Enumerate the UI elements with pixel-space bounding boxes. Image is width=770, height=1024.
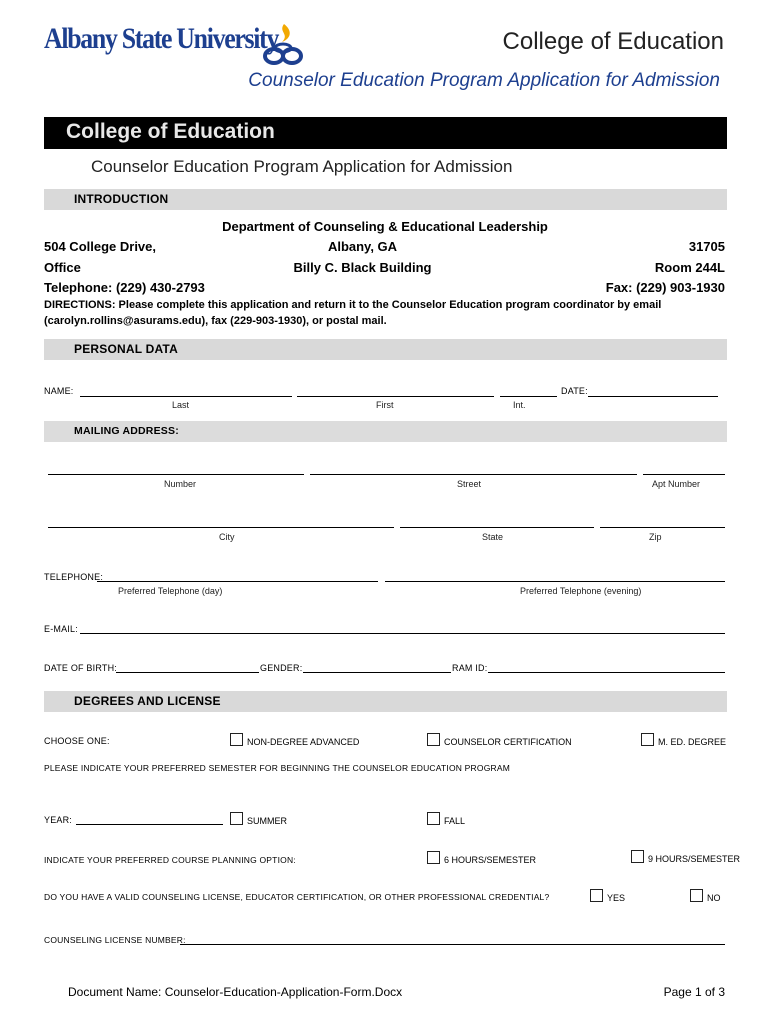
license-number-label: COUNSELING LICENSE NUMBER: bbox=[44, 935, 186, 945]
address-number-field[interactable] bbox=[48, 474, 304, 475]
6-hours-label: 6 HOURS/SEMESTER bbox=[444, 855, 537, 865]
6-hours-checkbox[interactable] bbox=[427, 851, 440, 864]
option-med-degree[interactable] bbox=[641, 733, 726, 747]
telephone-label: TELEPHONE: bbox=[44, 572, 104, 582]
non-degree-label: NON-DEGREE ADVANCED bbox=[247, 737, 360, 747]
logo-flame-icon bbox=[262, 22, 306, 68]
int-caption: Int. bbox=[513, 400, 526, 410]
department-telephone: Telephone: (229) 430-2793 bbox=[44, 280, 205, 295]
address-zip-field[interactable] bbox=[600, 527, 725, 528]
college-banner bbox=[44, 117, 727, 149]
option-summer[interactable] bbox=[230, 812, 287, 826]
university-logo bbox=[44, 22, 304, 74]
semester-prompt: PLEASE INDICATE YOUR PREFERRED SEMESTER FOR BEGINNING THE COUNSELOR EDUCATION PROGRAM bbox=[44, 763, 510, 773]
page-number: Page 1 of 3 bbox=[663, 985, 725, 999]
option-non-degree[interactable] bbox=[230, 733, 359, 747]
section-mailing-address bbox=[44, 421, 727, 442]
address-line1: 504 College Drive, bbox=[44, 239, 156, 254]
date-field[interactable] bbox=[588, 396, 718, 397]
day-phone-caption: Preferred Telephone (day) bbox=[118, 586, 223, 596]
evening-phone-caption: Preferred Telephone (evening) bbox=[520, 586, 642, 596]
year-field[interactable] bbox=[76, 824, 223, 825]
street-caption: Street bbox=[457, 479, 482, 489]
apt-caption: Apt Number bbox=[652, 479, 701, 489]
option-6-hours[interactable] bbox=[427, 851, 536, 865]
fall-checkbox[interactable] bbox=[427, 812, 440, 825]
department-name: Department of Counseling & Educational Leadership bbox=[222, 219, 548, 234]
directions-line2: (carolyn.rollins@asurams.edu), fax (229-903-1930), or postal mail. bbox=[44, 315, 387, 327]
certification-label: COUNSELOR CERTIFICATION bbox=[444, 737, 572, 747]
med-degree-label: M. ED. DEGREE bbox=[658, 737, 727, 747]
address-zip: 31705 bbox=[688, 239, 725, 254]
last-caption: Last bbox=[172, 400, 190, 410]
section-introduction bbox=[44, 189, 727, 210]
room-number: Room 244L bbox=[654, 260, 725, 275]
yes-label: YES bbox=[607, 893, 626, 903]
no-checkbox[interactable] bbox=[690, 889, 703, 902]
name-label: NAME: bbox=[44, 386, 74, 396]
first-caption: First bbox=[376, 400, 394, 410]
office-label: Office bbox=[44, 260, 81, 275]
med-degree-checkbox[interactable] bbox=[641, 733, 654, 746]
fall-label: FALL bbox=[444, 816, 466, 826]
header-subtitle: Counselor Education Program Application for Admission bbox=[248, 70, 720, 91]
telephone-day-field[interactable] bbox=[97, 581, 378, 582]
9-hours-label: 9 HOURS/SEMESTER bbox=[648, 854, 741, 864]
initial-field[interactable] bbox=[500, 396, 557, 397]
address-city: Albany, GA bbox=[327, 239, 398, 254]
no-label: NO bbox=[707, 893, 721, 903]
section-introduction-title: INTRODUCTION bbox=[74, 192, 169, 206]
banner-title: College of Education bbox=[66, 120, 275, 143]
gender-label: GENDER: bbox=[260, 663, 303, 673]
license-number-field[interactable] bbox=[180, 944, 725, 945]
address-state-field[interactable] bbox=[400, 527, 594, 528]
department-fax: Fax: (229) 903-1930 bbox=[605, 280, 725, 295]
header-title: College of Education bbox=[502, 28, 724, 55]
option-no[interactable] bbox=[690, 889, 721, 903]
dob-field[interactable] bbox=[116, 672, 259, 673]
non-degree-checkbox[interactable] bbox=[230, 733, 243, 746]
section-personal-data bbox=[44, 339, 727, 360]
ramid-field[interactable] bbox=[488, 672, 725, 673]
section-degrees-license bbox=[44, 691, 727, 712]
summer-checkbox[interactable] bbox=[230, 812, 243, 825]
telephone-evening-field[interactable] bbox=[385, 581, 725, 582]
city-caption: City bbox=[219, 532, 235, 542]
option-counselor-certification[interactable] bbox=[427, 733, 572, 747]
option-yes[interactable] bbox=[590, 889, 625, 903]
option-fall[interactable] bbox=[427, 812, 465, 826]
address-apt-field[interactable] bbox=[643, 474, 725, 475]
choose-one-label: CHOOSE ONE: bbox=[44, 736, 110, 746]
option-9-hours[interactable] bbox=[631, 850, 740, 864]
first-name-field[interactable] bbox=[297, 396, 494, 397]
section-mailing-title: MAILING ADDRESS: bbox=[74, 425, 179, 437]
logo-wordmark: Albany State University bbox=[44, 22, 279, 55]
section-personal-title: PERSONAL DATA bbox=[74, 342, 178, 356]
directions-line1: DIRECTIONS: Please complete this application and return it to the Counselor Education program coordinator by email bbox=[44, 299, 662, 311]
document-name: Document Name: Counselor-Education-Application-Form.Docx bbox=[68, 985, 403, 999]
address-city-field[interactable] bbox=[48, 527, 394, 528]
building-name: Billy C. Black Building bbox=[293, 260, 432, 275]
section-degrees-title: DEGREES AND LICENSE bbox=[74, 694, 221, 708]
ramid-label: RAM ID: bbox=[452, 663, 488, 673]
license-prompt: DO YOU HAVE A VALID COUNSELING LICENSE, EDUCATOR CERTIFICATION, OR OTHER PROFESSIONAL CREDENTIAL? bbox=[44, 892, 550, 902]
gender-field[interactable] bbox=[303, 672, 451, 673]
9-hours-checkbox[interactable] bbox=[631, 850, 644, 863]
form-title: Counselor Education Program Application for Admission bbox=[91, 157, 513, 176]
address-street-field[interactable] bbox=[310, 474, 637, 475]
summer-label: SUMMER bbox=[247, 816, 287, 826]
course-planning-prompt: INDICATE YOUR PREFERRED COURSE PLANNING OPTION: bbox=[44, 855, 296, 865]
dob-label: DATE OF BIRTH: bbox=[44, 663, 117, 673]
zip-caption: Zip bbox=[649, 532, 662, 542]
state-caption: State bbox=[482, 532, 504, 542]
last-name-field[interactable] bbox=[80, 396, 292, 397]
date-label: DATE: bbox=[561, 386, 588, 396]
yes-checkbox[interactable] bbox=[590, 889, 603, 902]
email-field[interactable] bbox=[80, 633, 725, 634]
year-label: YEAR: bbox=[44, 815, 73, 825]
certification-checkbox[interactable] bbox=[427, 733, 440, 746]
number-caption: Number bbox=[164, 479, 197, 489]
email-label: E-MAIL: bbox=[44, 624, 78, 634]
